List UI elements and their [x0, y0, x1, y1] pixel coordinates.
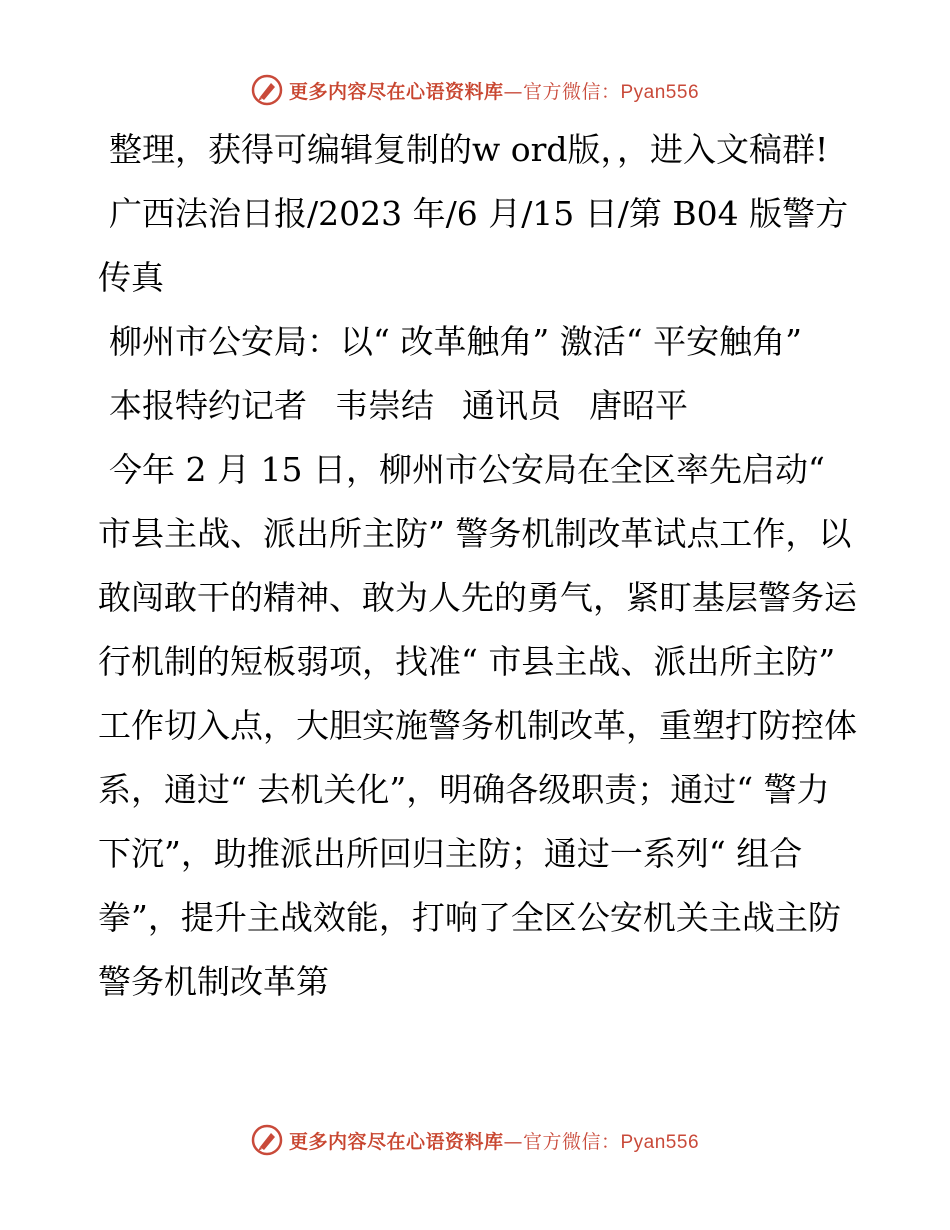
watermark-text [289, 77, 699, 104]
watermark-separator: — [503, 80, 523, 103]
watermark-wechat-id: Pyan556 [620, 1131, 700, 1153]
pen-nib-logo-icon [251, 74, 283, 106]
correspondent-name: 唐昭平 [589, 386, 688, 425]
watermark-brand: 更多内容尽在心语资料库 [288, 80, 504, 103]
reporter-label: 本报特约记者 [109, 386, 307, 425]
watermark-separator: — [503, 1130, 523, 1153]
correspondent-label: 通讯员 [462, 386, 561, 425]
watermark-text [289, 1127, 699, 1154]
article-content [98, 118, 858, 1014]
headline: 柳州市公安局：以“ 改革触角” 激活“ 平安触角” [109, 322, 802, 361]
watermark-brand: 更多内容尽在心语资料库 [288, 1130, 504, 1153]
pen-nib-logo-icon [251, 1124, 283, 1156]
footer-watermark [0, 1120, 950, 1160]
reporter-name: 韦崇结 [335, 386, 434, 425]
watermark-wechat-label: 官方微信： [522, 1130, 621, 1153]
source-line: 广西法治日报/2023 年/6 月/15 日/第 B04 版警方传真 [98, 194, 849, 297]
header-watermark [0, 70, 950, 110]
intro-paragraph: 整理，获得可编辑复制的w ord版，，进入文稿群! [109, 130, 829, 169]
body-paragraph: 今年 2 月 15 日，柳州市公安局在全区率先启动“ 市县主战、派出所主防” 警务机制改革试点工作，以敢闯敢干的精神、敢为人先的勇气，紧盯基层警务运行机制的短板弱项，找准“ 市县主战、派出所主防” 工作切入点，大胆实施警务机制改革，重塑打防控体系，通过“ 去机关化”，明确各级职责；通过“ 警力下沉”，助推派出所回归主防；通过一系列“ 组合拳”，提升主战效能，打响了全区公安机关主战主防警务机制改革第 [98, 450, 857, 1001]
byline [98, 374, 858, 438]
watermark-wechat-id: Pyan556 [620, 81, 700, 103]
watermark-wechat-label: 官方微信： [522, 80, 621, 103]
